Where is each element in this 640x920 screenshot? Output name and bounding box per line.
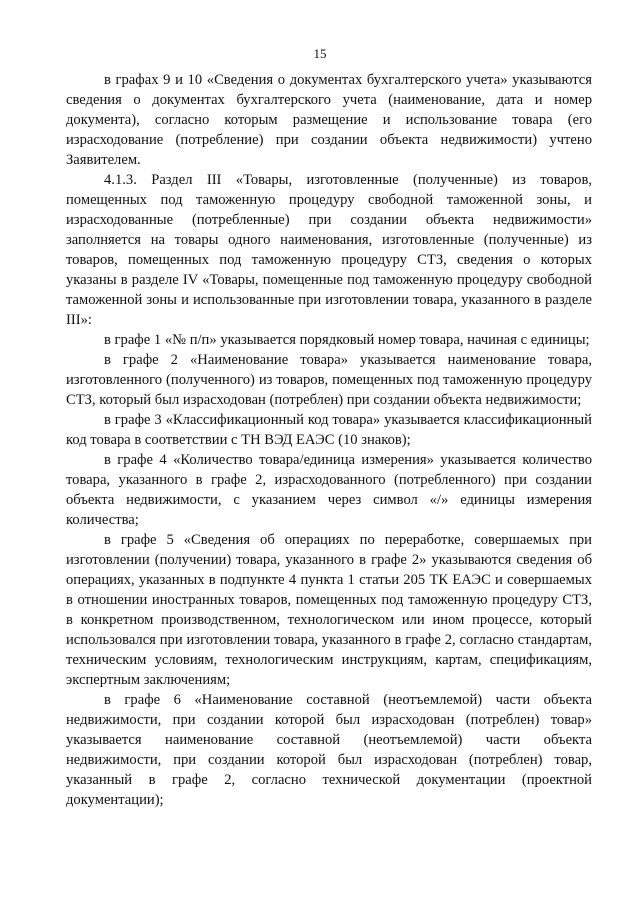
paragraph-graph-3: в графе 3 «Классификационный код товара» указывается классификационный код товара в соответствии с ТН ВЭД ЕАЭС (10 знаков); xyxy=(66,412,592,448)
paragraph-graph-1: в графе 1 «№ п/п» указывается порядковый номер товара, начиная с единицы; xyxy=(104,332,590,348)
paragraph-graph-2: в графе 2 «Наименование товара» указывается наименование товара, изготовленного (полученного) из товаров, помещенных под таможенную процедуру СТЗ, который был израсходован (потреблен) при создании объекта недвижимости; xyxy=(66,352,592,408)
paragraph-graph-5: в графе 5 «Сведения об операциях по переработке, совершаемых при изготовлении (получении) товара, указанного в графе 2» указываются сведения об операциях, указанных в подпункте 4 пункта 1 статьи 205 ТК ЕАЭС и совершаемых в отношении иностранных товаров, помещенных под таможенную процедуру СТЗ, в конкретном производственном, технологическом или ином процессе, который использовался при изготовлении товара, указанного в графе 2, согласно стандартам, техническим условиям, технологическим инструкциям, картам, спецификациям, экспертным заключениям; xyxy=(66,532,592,688)
document-body xyxy=(66,70,592,810)
paragraph-graph-4: в графе 4 «Количество товара/единица измерения» указывается количество товара, указанного в графе 2, израсходованного (потребленного) при создании объекта недвижимости, с указанием через символ «/» единицы измерения количества; xyxy=(66,452,592,528)
paragraph-graphs-9-10: в графах 9 и 10 «Сведения о документах бухгалтерского учета» указываются сведения о документах бухгалтерского учета (наименование, дата и номер документа), согласно которым размещение и использование товара (его израсходование (потребление) при создании объекта недвижимости) учтено Заявителем. xyxy=(66,72,592,168)
paragraph-section-4-1-3: 4.1.3. Раздел III «Товары, изготовленные (полученные) из товаров, помещенных под таможенную процедуру свободной таможенной зоны, и израсходованные (потребленные) при создании объекта недвижимости» заполняется на товары одного наименования, изготовленные (полученные) из товаров, помещенных под таможенную процедуру СТЗ, сведения о которых указаны в разделе IV «Товары, помещенные под таможенную процедуру свободной таможенной зоны и использованные при изготовлении товара, указанного в разделе III»: xyxy=(66,172,592,328)
paragraph-graph-6: в графе 6 «Наименование составной (неотъемлемой) части объекта недвижимости, при создании которой был израсходован (потреблен) товар» указывается наименование составной (неотъемлемой) части объекта недвижимости, при создании которой был израсходован (потреблен) товар, указанный в графе 2, согласно технической документации (проектной документации); xyxy=(66,692,592,808)
page-number: 15 xyxy=(313,46,327,61)
